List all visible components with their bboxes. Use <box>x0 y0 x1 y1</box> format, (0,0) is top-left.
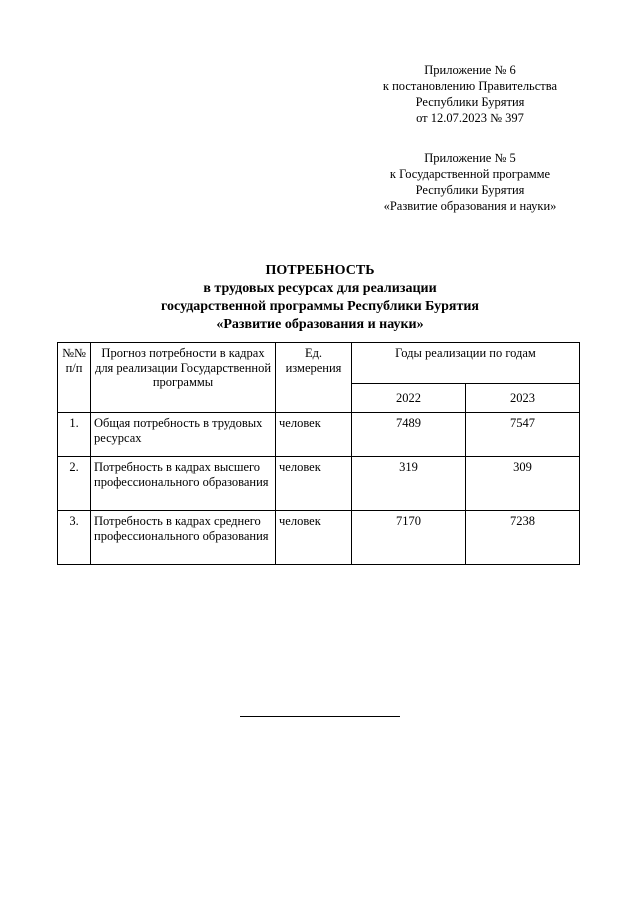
appendix-6-header <box>360 62 580 126</box>
table-header-row <box>58 343 580 384</box>
row-value-2022: 7170 <box>352 511 466 565</box>
appendix-5-header <box>360 150 580 214</box>
row-name: Потребность в кадрах высшего профессионального образования <box>91 457 276 511</box>
appendix-6-line-2: к постановлению Правительства <box>382 79 558 93</box>
header-num: №№ п/п <box>58 343 91 413</box>
row-unit: человек <box>276 511 352 565</box>
header-year-2023: 2023 <box>466 384 580 413</box>
header-unit: Ед. измерения <box>276 343 352 413</box>
closing-divider <box>240 716 400 717</box>
appendix-6-line-1: Приложение № 6 <box>424 63 516 77</box>
title-line-3: государственной программы Республики Бурятия <box>161 299 479 314</box>
header-forecast: Прогноз потребности в кадрах для реализации Государственной программы <box>91 343 276 413</box>
workforce-needs-table <box>57 342 580 565</box>
document-title <box>0 262 640 334</box>
row-num: 1. <box>58 413 91 457</box>
appendix-5-line-1: Приложение № 5 <box>424 151 516 165</box>
row-value-2022: 319 <box>352 457 466 511</box>
appendix-5-line-4: «Развитие образования и науки» <box>383 199 557 213</box>
title-line-2: в трудовых ресурсах для реализации <box>203 281 437 296</box>
appendix-6-line-4: от 12.07.2023 № 397 <box>416 111 524 125</box>
title-line-4: «Развитие образования и науки» <box>216 317 424 332</box>
row-value-2023: 309 <box>466 457 580 511</box>
row-value-2023: 7547 <box>466 413 580 457</box>
header-year-2022: 2022 <box>352 384 466 413</box>
row-num: 2. <box>58 457 91 511</box>
table-row <box>58 413 580 457</box>
table-row <box>58 457 580 511</box>
appendix-5-line-3: Республики Бурятия <box>415 183 525 197</box>
title-line-1: ПОТРЕБНОСТЬ <box>265 263 375 278</box>
row-unit: человек <box>276 457 352 511</box>
row-value-2022: 7489 <box>352 413 466 457</box>
table-row <box>58 511 580 565</box>
row-unit: человек <box>276 413 352 457</box>
appendix-6-line-3: Республики Бурятия <box>415 95 525 109</box>
row-name: Потребность в кадрах среднего профессионального образования <box>91 511 276 565</box>
appendix-5-line-2: к Государственной программе <box>389 167 551 181</box>
header-years-group: Годы реализации по годам <box>352 343 580 384</box>
row-num: 3. <box>58 511 91 565</box>
row-value-2023: 7238 <box>466 511 580 565</box>
row-name: Общая потребность в трудовых ресурсах <box>91 413 276 457</box>
